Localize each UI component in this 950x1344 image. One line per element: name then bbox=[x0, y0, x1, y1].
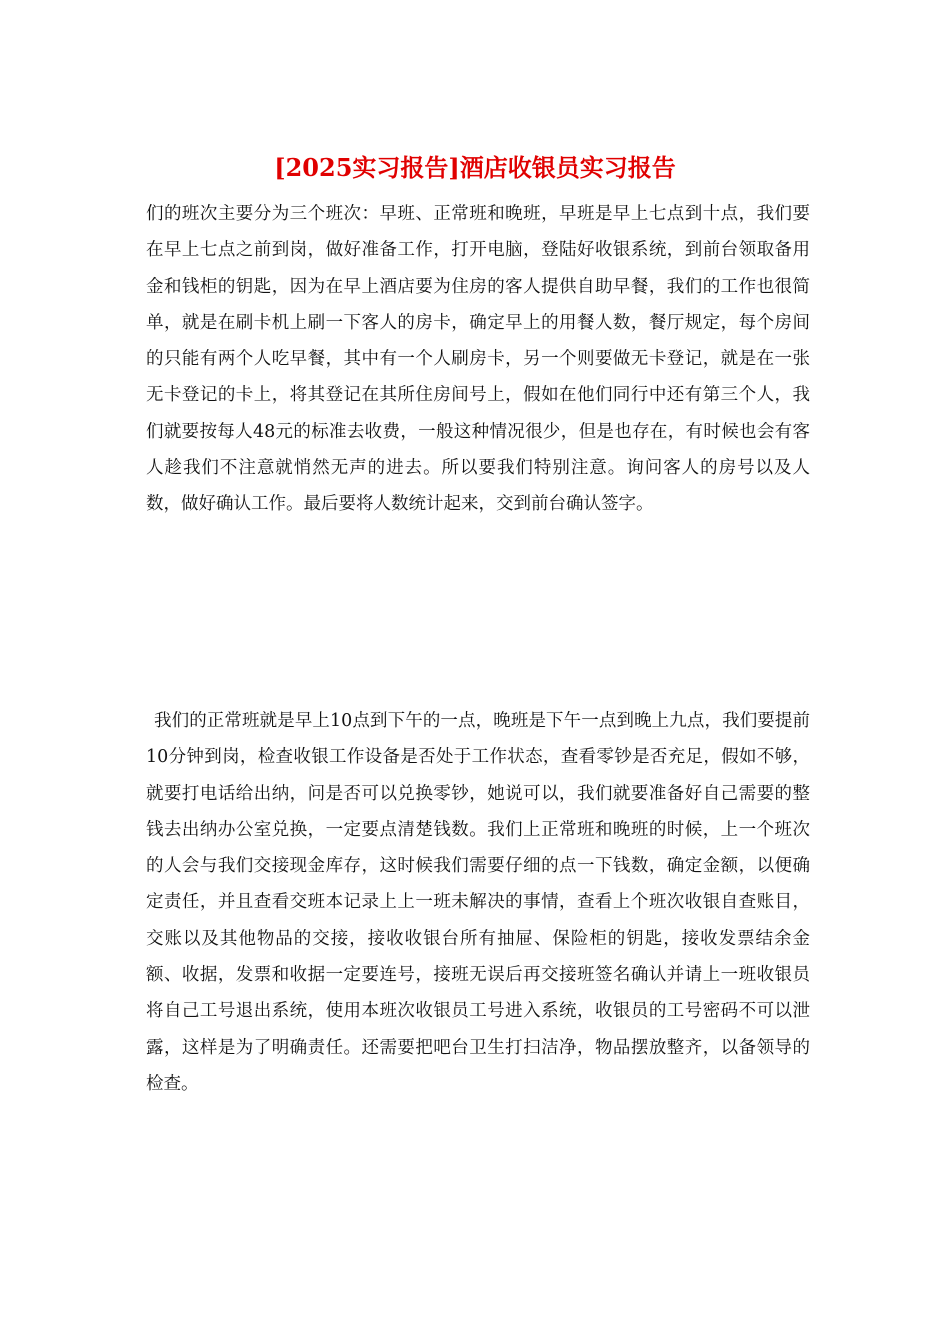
document-title: [2025实习报告]酒店收银员实习报告 bbox=[274, 153, 676, 182]
paragraph-1: 们的班次主要分为三个班次：早班、正常班和晚班，早班是早上七点到十点，我们要在早上七点之前到岗，做好准备工作，打开电脑，登陆好收银系统，到前台领取备用金和钱柜的钥匙，因为在早上酒店要为住房的客人提供自助早餐，我们的工作也很简单，就是在刷卡机上刷一下客人的房卡，确定早上的用餐人数，餐厅规定，每个房间的只能有两个人吃早餐，其中有一个人刷房卡，另一个则要做无卡登记，就是在一张无卡登记的卡上，将其登记在其所住房间号上，假如在他们同行中还有第三个人，我们就要按每人48元的标准去收费，一般这种情况很少，但是也存在，有时候也会有客人趁我们不注意就悄然无声的进去。所以要我们特别注意。询问客人的房号以及人数，做好确认工作。最后要将人数统计起来，交到前台确认签字。 bbox=[146, 204, 810, 515]
paragraph-2: 我们的正常班就是早上10点到下午的一点，晚班是下午一点到晚上九点，我们要提前10分钟到岗，检查收银工作设备是否处于工作状态，查看零钞是否充足，假如不够，就要打电话给出纳，问是否可以兑换零钞，她说可以，我们就要准备好自己需要的整钱去出纳办公室兑换，一定要点清楚钱数。我们上正常班和晚班的时候，上一个班次的人会与我们交接现金库存，这时候我们需要仔细的点一下钱数，确定金额，以便确定责任，并且查看交班本记录上上一班未解决的事情，查看上个班次收银自查账目，交账以及其他物品的交接，接收收银台所有抽屉、保险柜的钥匙，接收发票结余金额、收据，发票和收据一定要连号，接班无误后再交接班签名确认并请上一班收银员将自己工号退出系统，使用本班次收银员工号进入系统，收银员的工号密码不可以泄露，这样是为了明确责任。还需要把吧台卫生打扫洁净，物品摆放整齐，以备领导的检查。 bbox=[146, 711, 810, 1094]
